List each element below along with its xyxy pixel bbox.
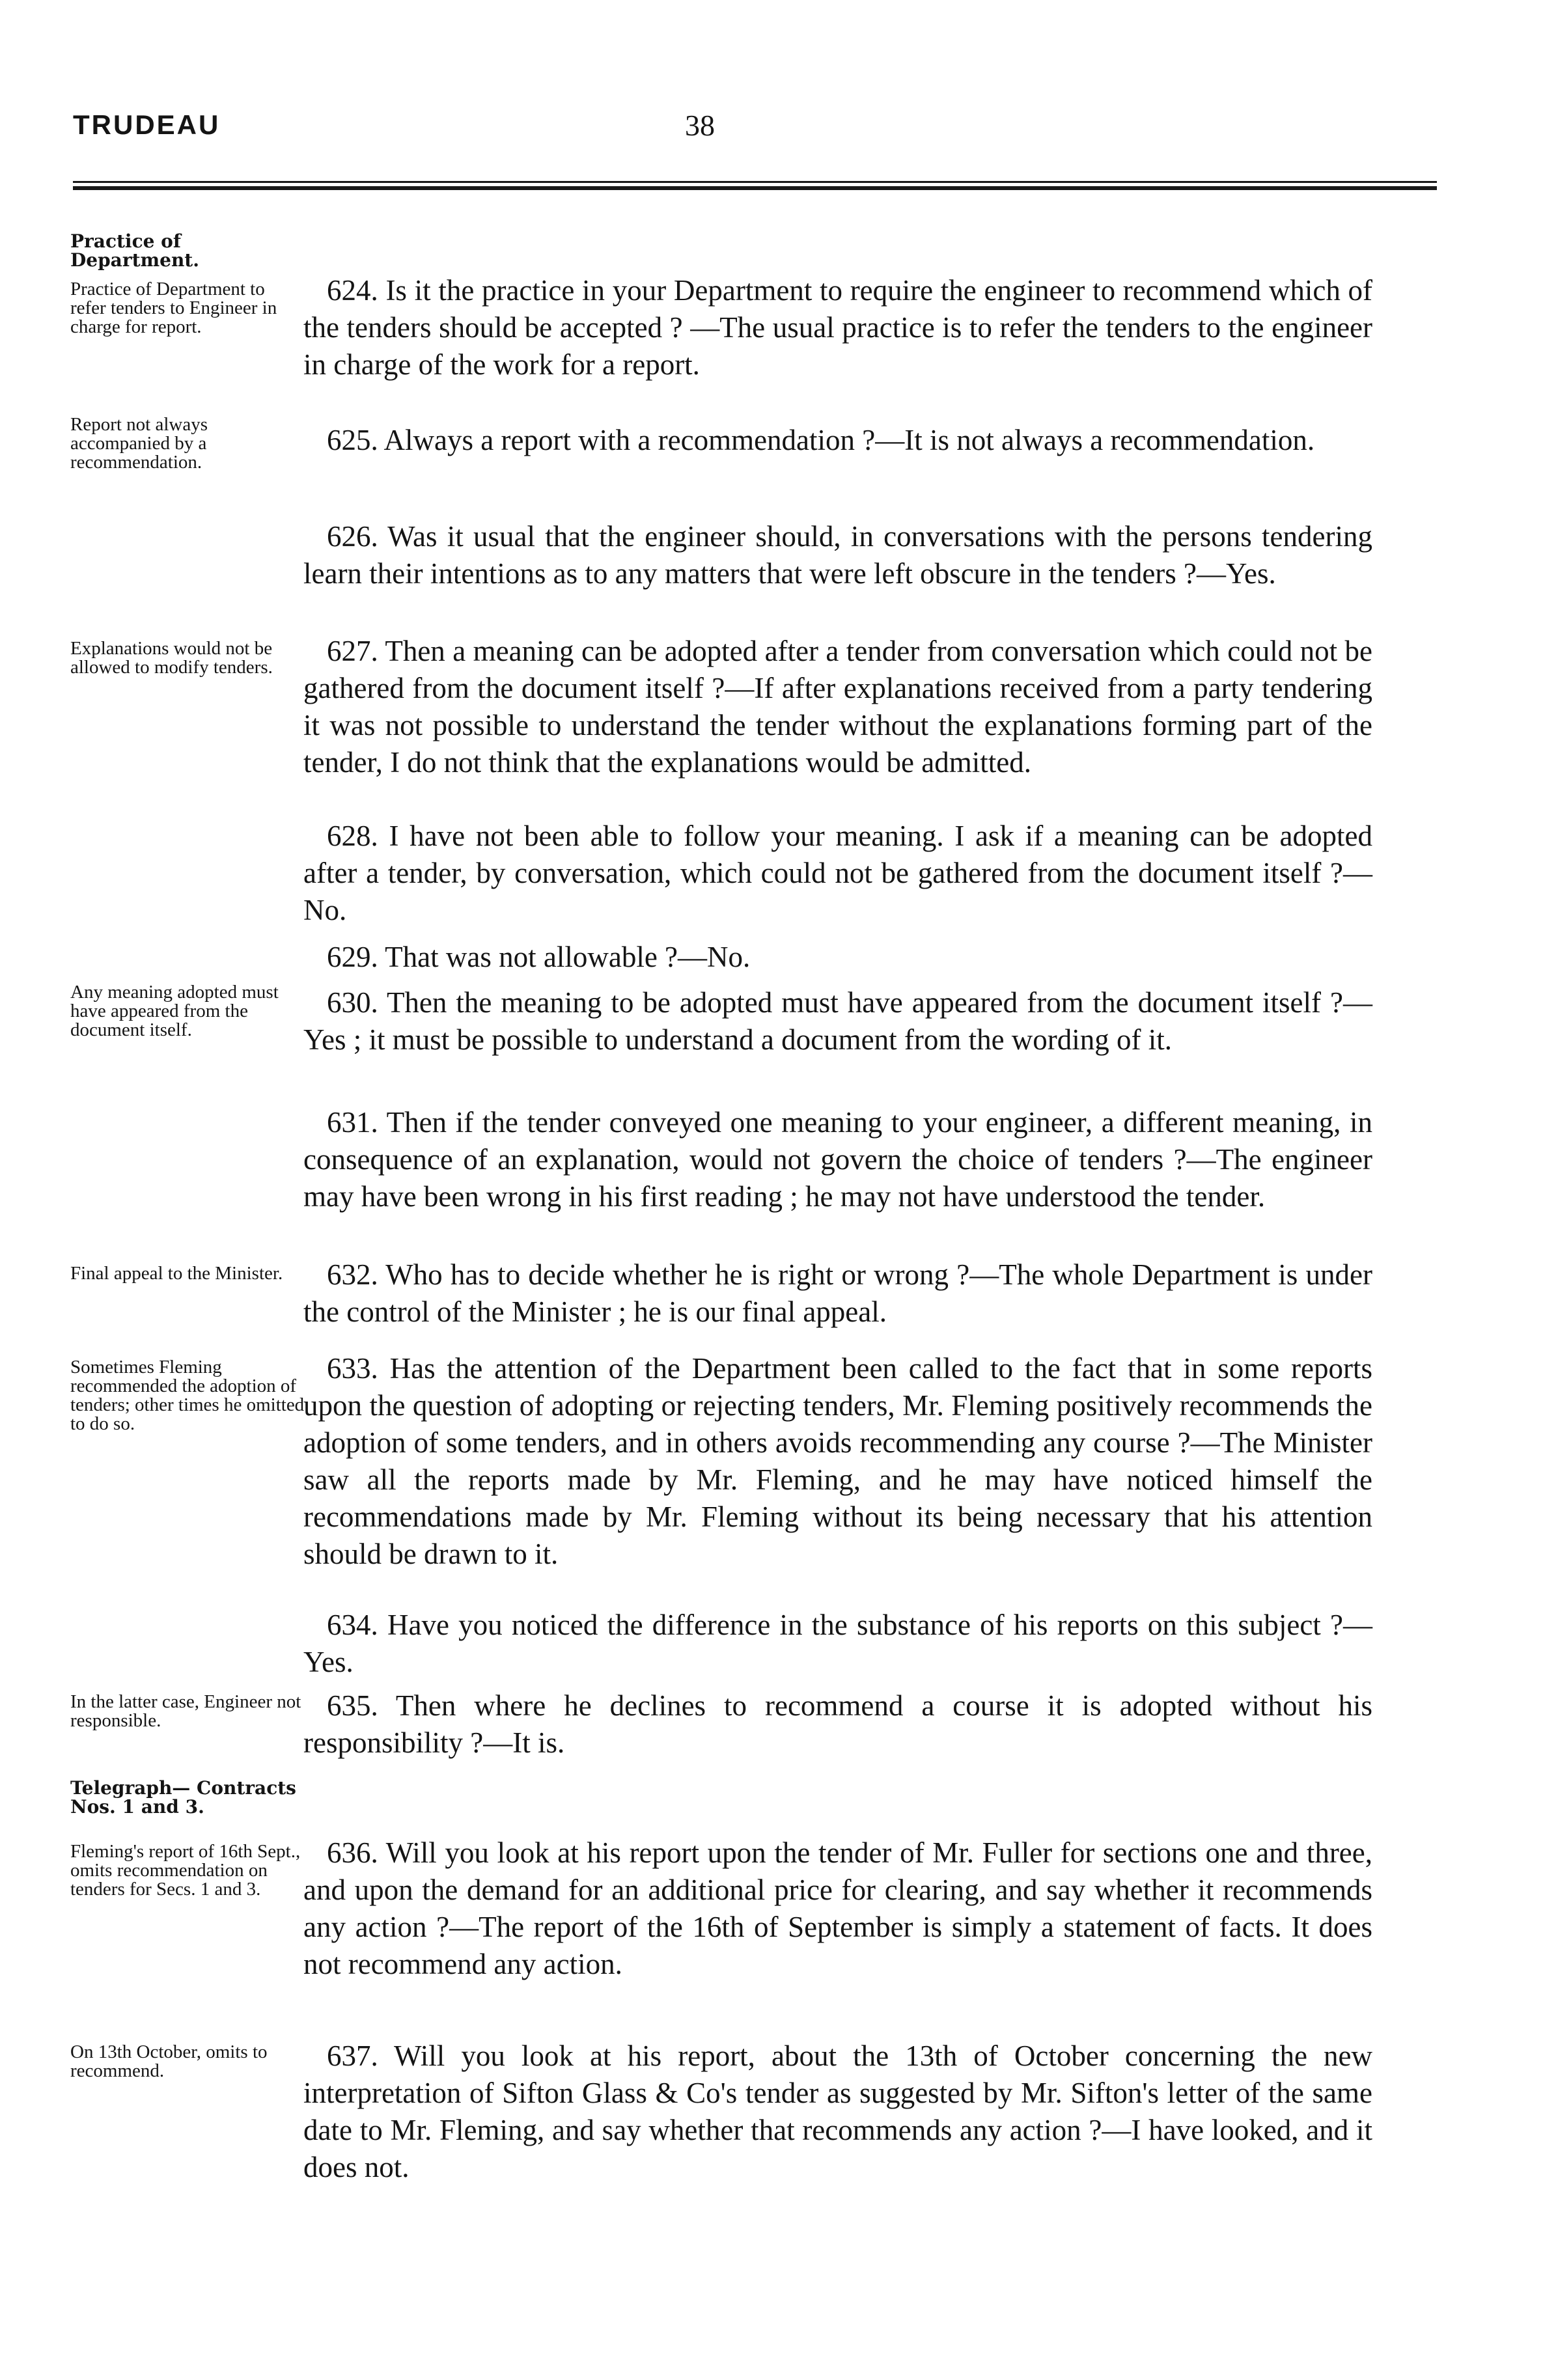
qa-paragraph-634: 634. Have you noticed the difference in the substance of his reports on this subject ?—Yes. [303, 1609, 1372, 1678]
side-note: Report not always accompanied by a recommendation. [70, 414, 208, 473]
qa-paragraph-635: 635. Then where he declines to recommend a course it is adopted without his responsibility ?—It is. [303, 1689, 1372, 1759]
qa-paragraph-633: 633. Has the attention of the Department been called to the fact that in some reports upon the question of adopting or rejecting tenders, Mr. Fleming positively recommends the adoption of some tenders, and in others avoids recommending any course ?—The Minister saw all the reports made by Mr. Fleming, and he may have noticed himself the recommendations made by Mr. Fleming without its being necessary that his attention should be drawn to it. [303, 1352, 1372, 1570]
header-rule-thin [73, 181, 1437, 183]
qa-paragraph-631: 631. Then if the tender conveyed one meaning to your engineer, a different meaning, in consequence of an explanation, would not govern the choice of tenders ?—The engineer may have been wrong in his first reading ; he may not have understood the tender. [303, 1106, 1372, 1213]
side-note: In the latter case, Engineer not responsible. [70, 1691, 301, 1731]
side-note: Final appeal to the Minister. [70, 1263, 283, 1284]
header-rule-thick [73, 186, 1437, 190]
running-head [73, 109, 1414, 148]
qa-paragraph-627: 627. Then a meaning can be adopted after a tender from conversation which could not be gathered from the document itself ?—If after explanations received from a party tendering it was not possible to understand the tender without the explanations forming part of the tender, I do not think that the explanations would be admitted. [303, 635, 1372, 779]
side-note: On 13th October, omits to recommend. [70, 2041, 268, 2081]
side-note: Any meaning adopted must have appeared from the document itself. [70, 982, 279, 1040]
page-number: 38 [685, 109, 715, 142]
qa-paragraph-636: 636. Will you look at his report upon the tender of Mr. Fuller for sections one and three, and upon the demand for an additional price for clearing, and say whether it recommends any action ?—The report of the 16th of September is simply a statement of facts. It does not recommend any action. [303, 1836, 1372, 1980]
qa-paragraph-629: 629. That was not allowable ?—No. [327, 941, 751, 973]
running-title: TRUDEAU [73, 109, 221, 140]
side-note: Practice of Department to refer tenders to Engineer in charge for report. [70, 279, 277, 337]
side-note: Fleming's report of 16th Sept., omits recommendation on tenders for Secs. 1 and 3. [70, 1841, 301, 1900]
qa-paragraph-628: 628. I have not been able to follow your meaning. I ask if a meaning can be adopted after a tender, by conversation, which could not be gathered from the document itself ?—No. [303, 820, 1372, 926]
side-note: Explanations would not be allowed to modify tenders. [70, 638, 273, 678]
qa-paragraph-637: 637. Will you look at his report, about the 13th of October concerning the new interpretation of Sifton Glass & Co's tender as suggested by Mr. Sifton's letter of the same date to Mr. Fleming, and say whether that recommends any action ?—I have looked, and it does not. [303, 2040, 1372, 2183]
side-note-heading: Telegraph— Contracts Nos. 1 and 3. [70, 1777, 296, 1818]
side-note-heading: Practice of Department. [70, 230, 199, 271]
qa-paragraph-630: 630. Then the meaning to be adopted must have appeared from the document itself ?—Yes ; it must be possible to understand a document from the wording of it. [303, 986, 1372, 1056]
qa-paragraph-625: 625. Always a report with a recommendation ?—It is not always a recommendation. [327, 424, 1315, 456]
qa-paragraph-626: 626. Was it usual that the engineer should, in conversations with the persons tendering learn their intentions as to any matters that were left obscure in the tenders ?—Yes. [303, 520, 1372, 590]
qa-paragraph-624: 624. Is it the practice in your Department to require the engineer to recommend which of the tenders should be accepted ? —The usual practice is to refer the tenders to the engineer in charge of the work for a report. [303, 274, 1372, 381]
qa-paragraph-632: 632. Who has to decide whether he is right or wrong ?—The whole Department is under the control of the Minister ; he is our final appeal. [303, 1258, 1372, 1328]
side-note: Sometimes Fleming recommended the adoption of tenders; other times he omitted to do so. [70, 1357, 305, 1434]
